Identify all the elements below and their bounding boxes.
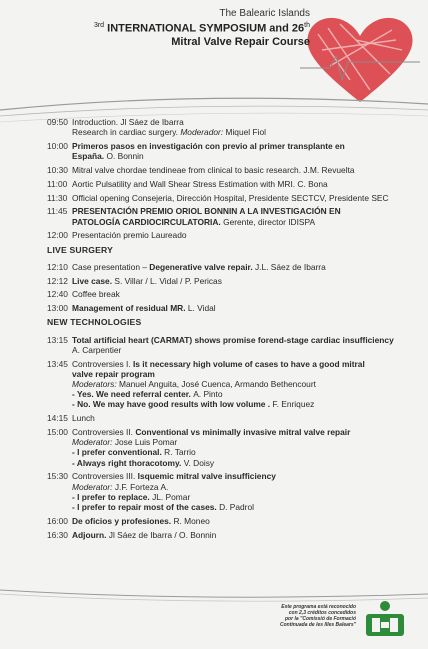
program-item-line	[47, 151, 144, 161]
item-text: Mitral valve chordae tendineae from clinical to basic research.	[72, 165, 304, 175]
item-role: Moderador:	[180, 127, 226, 138]
item-title: - I prefer conventional.	[72, 447, 165, 458]
item-text: L. Vidal	[187, 303, 216, 314]
item-text: Aortic Pulsatility and Wall Shear Stress Estimation with MRI.	[72, 178, 298, 189]
section-heading: NEW TECHNOLOGIES	[47, 317, 142, 328]
item-time: 12:12	[47, 275, 68, 286]
item-title: valve repair program	[72, 368, 155, 379]
item-role: Moderator:	[72, 437, 115, 448]
item-text: Presentación premio Laureado	[72, 230, 187, 241]
item-text: R. Moneo	[173, 515, 210, 526]
item-text: C. Bona	[297, 178, 328, 189]
item-time: 11:30	[47, 192, 68, 203]
item-title: - No. We may have good results with low volume .	[72, 399, 273, 410]
program-item-line	[47, 262, 326, 272]
item-title: Primeros pasos en investigación con previo al primer transplante en	[72, 141, 345, 151]
accreditation-note	[268, 604, 356, 628]
item-title: Adjourn.	[72, 529, 109, 540]
item-text: D. Padrol	[219, 502, 254, 512]
item-text: Introduction.	[72, 117, 121, 127]
program-item-line	[47, 447, 196, 457]
credit-line: por la "Comissió de Formació	[285, 616, 356, 622]
program-item-line	[47, 230, 187, 240]
item-title: - Yes. We need referral center.	[72, 389, 194, 400]
credit-line: Este programa está reconocido	[281, 604, 356, 610]
item-text: Jl Sáez de Ibarra / O. Bonnin	[108, 529, 217, 540]
header-title-line1	[94, 22, 310, 35]
item-title: - Always right thoracotomy.	[72, 457, 184, 468]
section-heading: LIVE SURGERY	[47, 244, 114, 255]
item-text: S. Villar / L. Vidal / P. Pericas	[114, 275, 222, 286]
item-time: 12:00	[47, 230, 68, 241]
item-title: Live case.	[72, 275, 115, 286]
header-ordinal: 3rd	[93, 22, 105, 29]
program-item-line	[47, 276, 222, 286]
item-text: V. Doisy	[183, 457, 215, 468]
program-item-line	[47, 359, 365, 369]
item-time: 13:45	[47, 358, 68, 369]
program-item-line	[47, 303, 216, 313]
item-time: 10:00	[47, 141, 68, 151]
item-time: 16:30	[47, 529, 68, 540]
item-text: A. Carpentier	[72, 344, 122, 355]
item-time: 09:50	[47, 117, 68, 127]
item-title: - I prefer to repair most of the cases.	[72, 502, 220, 512]
item-text: Gerente, director IDISPA	[223, 216, 316, 227]
item-text: Controversies I.	[72, 358, 133, 369]
item-text: O. Bonnin	[106, 151, 144, 162]
program-item-line	[47, 530, 216, 540]
item-text: Lunch	[72, 413, 95, 424]
item-title: Degenerative valve repair.	[149, 261, 255, 272]
item-time: 12:40	[47, 289, 68, 300]
item-text: Controversies II.	[72, 427, 136, 437]
program-item-line	[47, 413, 95, 423]
program-item-line	[47, 389, 223, 399]
program-item-line	[47, 399, 314, 409]
item-time: 12:10	[47, 261, 68, 272]
item-text: Coffee break	[72, 289, 120, 300]
item-time: 10:30	[47, 165, 68, 175]
item-title: Management of residual MR.	[72, 303, 188, 314]
item-text: F. Enriquez	[272, 399, 315, 410]
item-text: R. Tarrio	[164, 447, 196, 458]
program-item-line	[47, 458, 214, 468]
program-item-line	[47, 427, 350, 437]
item-text: Controversies III.	[72, 471, 138, 482]
program-item-line	[47, 437, 177, 447]
item-time: 15:30	[47, 471, 68, 482]
program-item-line	[47, 335, 394, 345]
item-title: Total artificial heart (CARMAT) shows promise forend-stage cardiac insufficiency	[72, 334, 394, 345]
item-time: 15:00	[47, 427, 68, 437]
header-title-sup: th	[304, 22, 310, 29]
program-item-line	[47, 289, 120, 299]
item-role: Moderator:	[72, 481, 115, 492]
item-title: España.	[72, 151, 107, 162]
item-text: JL. Pomar	[152, 491, 191, 502]
credit-line: Continuada de les Illes Balears"	[279, 622, 356, 628]
item-text: J.L. Sáez de Ibarra	[254, 261, 326, 272]
item-time: 16:00	[47, 515, 68, 526]
program-item-line	[47, 492, 190, 502]
item-title: Conventional vs minimally invasive mitral valve repair	[135, 427, 351, 437]
program-item-line	[47, 217, 315, 227]
header-subtitle: The Balearic Islands	[219, 8, 310, 19]
item-title: Isquemic mitral valve insufficiency	[137, 471, 276, 482]
accreditation-logo	[360, 598, 410, 638]
item-time: 11:00	[47, 178, 68, 189]
program-item-line	[47, 379, 316, 389]
program-item-line	[47, 482, 168, 492]
program-item-line	[47, 516, 210, 526]
item-text: J.F. Forteza A.	[114, 481, 169, 492]
item-text: Miquel Fiol	[225, 127, 266, 138]
item-text: Manuel Anguita, José Cuenca, Armando Bethencourt	[119, 379, 316, 389]
program-item-line	[47, 117, 184, 127]
program-item-line	[47, 369, 155, 379]
program-item-line	[47, 165, 355, 175]
item-time: 14:15	[47, 413, 68, 424]
item-time: 11:45	[47, 206, 68, 217]
program-item-line	[47, 127, 266, 137]
program-item-line	[47, 179, 328, 189]
item-text: Jose Luis Pomar	[114, 437, 178, 448]
program-item-line	[47, 345, 121, 355]
item-title: - I prefer to replace.	[72, 491, 153, 502]
item-title: Is it necessary high volume of cases to have a good mitral	[132, 358, 365, 369]
program-item-line	[47, 206, 341, 216]
item-title: De oficios y profesiones.	[72, 515, 174, 526]
credit-line: con 2,3 créditos concedidos	[288, 610, 356, 616]
header-title-line2: Mitral Valve Repair Course	[171, 36, 310, 48]
item-text: J.M. Revuelta	[303, 165, 355, 175]
item-text: Official opening Consejeria, Dirección Hospital, Presidente SECTCV, Presidente SEC	[72, 192, 389, 203]
item-time: 13:00	[47, 303, 68, 314]
item-title: PATOLOGÍA CARDIOCIRCULATORIA.	[72, 216, 224, 227]
program-item-line	[47, 471, 276, 481]
item-time: 13:15	[47, 334, 68, 345]
item-title: PRESENTACIÓN PREMIO ORIOL BONNIN A LA INVESTIGACIÓN EN	[72, 206, 341, 217]
item-text: A. Pinto	[193, 389, 223, 400]
program-item-line	[47, 193, 389, 203]
program-item-line	[47, 502, 254, 512]
item-text: Case presentation –	[72, 261, 150, 272]
program-item-line	[47, 141, 345, 151]
item-text: Jl Sáez de Ibarra	[120, 117, 184, 127]
item-text: Research in cardiac surgery.	[72, 127, 181, 138]
item-role: Moderators:	[72, 379, 120, 389]
header-title-main: INTERNATIONAL SYMPOSIUM and 26	[107, 22, 305, 35]
